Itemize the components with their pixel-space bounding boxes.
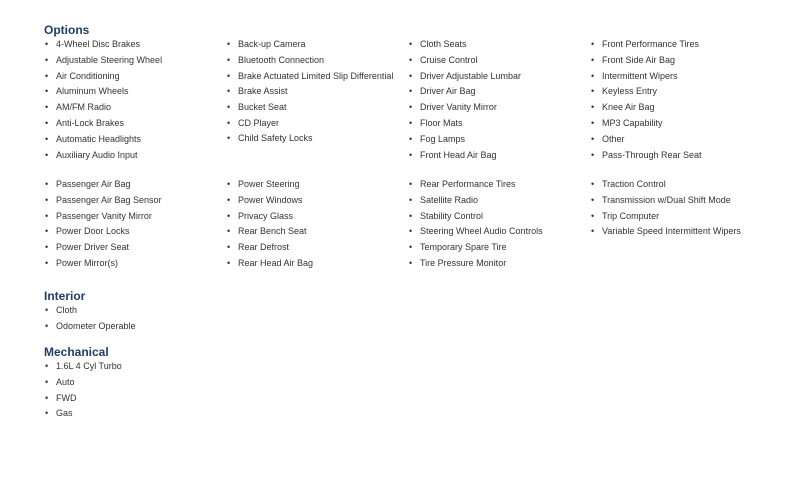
list-item [226,177,396,193]
bullet-icon: • [45,305,49,315]
list-item [408,100,578,116]
bullet-icon: • [45,392,49,403]
list-item-label: Pass-Through Rear Seat [602,149,702,160]
list-item-label: Transmission w/Dual Shift Mode [602,194,731,205]
list-item-label: Power Steering [238,179,300,189]
list-item [44,100,214,116]
list-item-label: Automatic Headlights [56,133,142,144]
list-item [226,116,396,132]
list-item [590,209,760,225]
bullet-icon: • [45,194,49,205]
bullet-icon: • [45,320,49,331]
list-item-label: CD Player [238,117,280,128]
list-item-label: Temporary Spare Tire [420,242,507,253]
list-item-label: Trip Computer [602,210,660,221]
list-item [226,240,396,256]
bullet-icon: • [227,86,231,97]
bullet-icon: • [227,39,231,49]
list-item [226,69,396,85]
list-item [590,69,760,85]
list-item [590,37,760,53]
list-item-label: Power Windows [238,194,303,205]
list-item [44,193,214,209]
list-item [590,193,760,209]
list-item-label: Privacy Glass [238,210,294,221]
list-item [590,53,760,69]
bullet-icon: • [409,70,413,81]
list-item-label: AM/FM Radio [56,102,112,113]
list-item [226,53,396,69]
list-item-label: Driver Air Bag [420,86,476,97]
bullet-icon: • [227,101,231,112]
list-item-label: Satellite Radio [420,194,479,205]
list-item-label: Auto [56,376,75,387]
bullet-icon: • [45,408,49,419]
options-group2-col3 [408,177,578,272]
list-item [408,84,578,100]
list-item-label: Tire Pressure Monitor [420,257,507,268]
bullet-icon: • [409,257,413,268]
list-item [44,375,214,391]
list-item-label: Keyless Entry [602,86,658,97]
list-item [44,319,214,335]
list-item-label: Bucket Seat [238,101,287,112]
list-item [44,53,214,69]
bullet-icon: • [227,257,231,268]
list-item [408,240,578,256]
bullet-icon: • [591,226,595,237]
list-item [44,132,214,148]
bullet-icon: • [227,210,231,221]
list-item [226,100,396,116]
bullet-icon: • [591,179,595,189]
list-item [408,148,578,164]
bullet-icon: • [45,179,49,189]
list-item-label: Cloth Seats [420,39,467,49]
options-group2-col1 [44,177,214,272]
bullet-icon: • [45,133,49,144]
bullet-icon: • [409,117,413,128]
list-item-label: Brake Actuated Limited Slip Differential [238,70,394,81]
list-item-label: Adjustable Steering Wheel [56,54,163,65]
bullet-icon: • [45,39,49,49]
list-item [44,148,214,164]
bullet-icon: • [591,86,595,97]
list-item [590,116,760,132]
list-item [44,391,214,407]
list-item-label: Front Performance Tires [602,39,700,49]
bullet-icon: • [409,179,413,189]
list-item [44,240,214,256]
bullet-icon: • [409,39,413,49]
list-item-label: Rear Defrost [238,242,290,253]
list-item-label: Gas [56,408,73,419]
mechanical-heading: Mechanical [44,345,109,359]
list-item-label: Driver Vanity Mirror [420,102,497,113]
list-item-label: Fog Lamps [420,133,466,144]
bullet-icon: • [227,242,231,253]
options-group1-col4 [590,37,760,163]
list-item-label: Passenger Vanity Mirror [56,210,152,221]
bullet-icon: • [45,210,49,221]
list-item-label: Traction Control [602,179,666,189]
bullet-icon: • [45,117,49,128]
list-item-label: MP3 Capability [602,117,663,128]
list-item [226,256,396,272]
options-group1-col1 [44,37,214,163]
bullet-icon: • [227,70,231,81]
bullet-icon: • [45,86,49,97]
bullet-icon: • [591,70,595,81]
list-item [44,359,214,375]
bullet-icon: • [227,179,231,189]
list-item-label: Variable Speed Intermittent Wipers [602,226,741,237]
bullet-icon: • [409,102,413,113]
bullet-icon: • [591,133,595,144]
bullet-icon: • [409,149,413,160]
bullet-icon: • [45,70,49,81]
list-item-label: Bluetooth Connection [238,54,325,65]
list-item [44,177,214,193]
options-group1-col2 [226,37,396,147]
list-item [408,193,578,209]
bullet-icon: • [227,194,231,205]
bullet-icon: • [409,210,413,221]
list-item [590,132,760,148]
list-item [226,224,396,240]
bullet-icon: • [409,226,413,237]
bullet-icon: • [227,54,231,65]
list-item-label: Child Safety Locks [238,133,313,144]
list-item [226,131,396,147]
list-item-label: Odometer Operable [56,320,136,331]
list-item [44,37,214,53]
list-item [44,116,214,132]
interior-list [44,303,214,335]
list-item [44,209,214,225]
list-item [226,84,396,100]
interior-heading: Interior [44,289,86,303]
list-item [408,256,578,272]
list-item-label: 1.6L 4 Cyl Turbo [56,361,122,371]
list-item-label: Knee Air Bag [602,102,655,113]
bullet-icon: • [45,54,49,65]
list-item-label: Front Side Air Bag [602,54,676,65]
list-item-label: 4-Wheel Disc Brakes [56,39,141,49]
list-item [44,256,214,272]
list-item [408,132,578,148]
bullet-icon: • [45,257,49,268]
list-item [226,193,396,209]
list-item-label: Rear Bench Seat [238,226,307,237]
list-item-label: Rear Performance Tires [420,179,516,189]
list-item [44,84,214,100]
list-item-label: Back-up Camera [238,39,306,49]
list-item-label: Brake Assist [238,86,288,97]
bullet-icon: • [409,194,413,205]
bullet-icon: • [409,86,413,97]
list-item-label: Passenger Air Bag Sensor [56,194,162,205]
list-item [590,148,760,164]
bullet-icon: • [45,376,49,387]
list-item-label: Intermittent Wipers [602,70,678,81]
list-item-label: Front Head Air Bag [420,149,497,160]
bullet-icon: • [45,102,49,113]
list-item-label: Power Door Locks [56,226,130,237]
bullet-icon: • [591,54,595,65]
bullet-icon: • [45,361,49,371]
list-item-label: Floor Mats [420,117,463,128]
list-item-label: Other [602,133,625,144]
list-item [590,100,760,116]
list-item [44,303,214,319]
list-item [408,53,578,69]
list-item [226,209,396,225]
list-item [408,69,578,85]
list-item [44,69,214,85]
options-group1-col3 [408,37,578,163]
list-item [408,177,578,193]
list-item-label: Stability Control [420,210,484,221]
list-item [408,37,578,53]
list-item [44,224,214,240]
bullet-icon: • [591,210,595,221]
bullet-icon: • [409,54,413,65]
list-item-label: Steering Wheel Audio Controls [420,226,543,237]
bullet-icon: • [591,39,595,49]
list-item-label: Cruise Control [420,54,478,65]
list-item [44,406,214,422]
list-item-label: Air Conditioning [56,70,120,81]
bullet-icon: • [45,226,49,237]
bullet-icon: • [591,102,595,113]
list-item-label: Auxiliary Audio Input [56,149,138,160]
bullet-icon: • [591,194,595,205]
list-item [590,177,760,193]
bullet-icon: • [409,242,413,253]
list-item [590,84,760,100]
bullet-icon: • [409,133,413,144]
bullet-icon: • [227,226,231,237]
options-group2-col4 [590,177,760,240]
list-item-label: Aluminum Wheels [56,86,129,97]
list-item [408,209,578,225]
list-item-label: Power Mirror(s) [56,257,118,268]
options-group2-col2 [226,177,396,272]
list-item [590,224,760,240]
bullet-icon: • [591,149,595,160]
bullet-icon: • [227,133,231,144]
list-item-label: Rear Head Air Bag [238,257,314,268]
list-item [408,116,578,132]
list-item-label: Passenger Air Bag [56,179,131,189]
list-item-label: Driver Adjustable Lumbar [420,70,522,81]
bullet-icon: • [227,117,231,128]
mechanical-list [44,359,214,422]
list-item-label: FWD [56,392,77,403]
list-item [408,224,578,240]
list-item-label: Power Driver Seat [56,242,130,253]
list-item [226,37,396,53]
options-heading: Options [44,23,90,37]
list-item-label: Anti-Lock Brakes [56,117,125,128]
bullet-icon: • [45,149,49,160]
bullet-icon: • [45,242,49,253]
bullet-icon: • [591,117,595,128]
list-item-label: Cloth [56,305,78,315]
